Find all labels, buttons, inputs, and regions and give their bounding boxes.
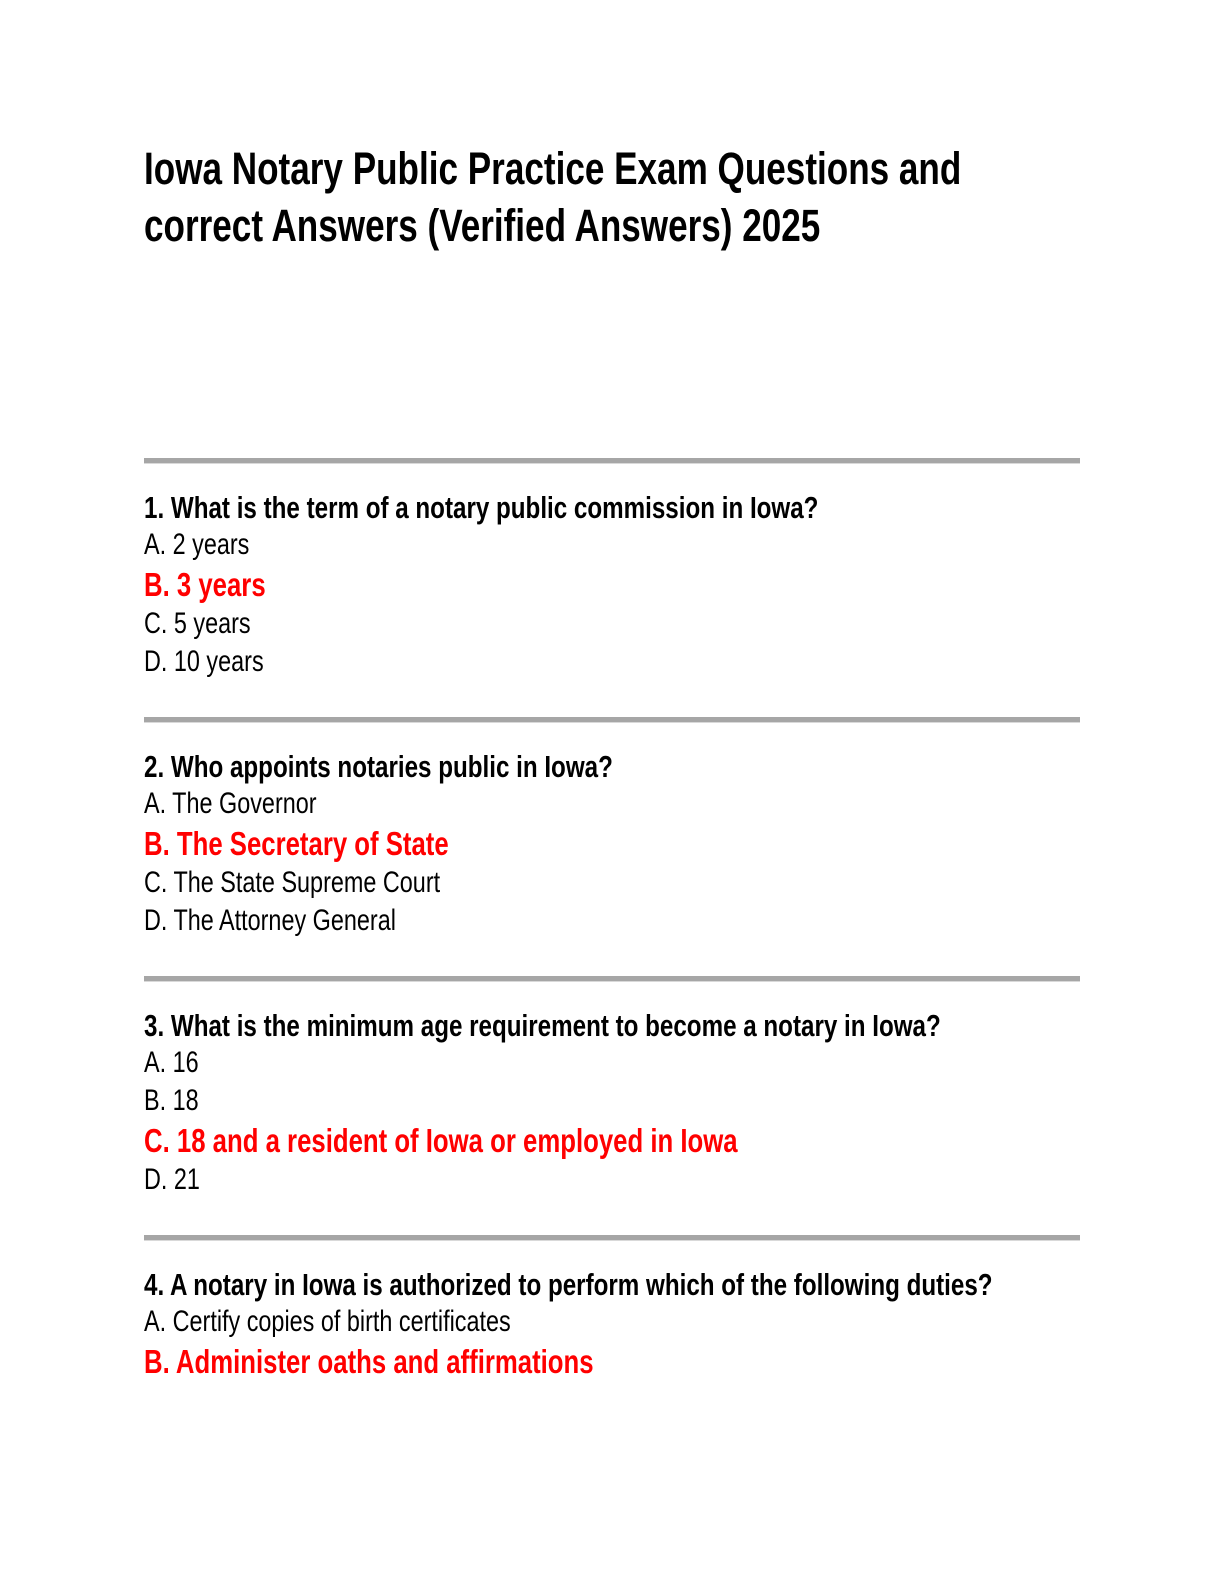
answer-option bbox=[144, 1044, 1080, 1082]
question-section-3 bbox=[144, 982, 1080, 1235]
question-section-2 bbox=[144, 723, 1080, 976]
question-heading-text: 4. A notary in Iowa is authorized to perform which of the following duties? bbox=[144, 1267, 993, 1302]
question-heading bbox=[144, 749, 1080, 785]
page-title-line-2: correct Answers (Verified Answers) 2025 bbox=[144, 200, 821, 251]
answer-option-text: A. 16 bbox=[144, 1046, 199, 1079]
answer-option bbox=[144, 643, 1080, 681]
correct-answer-text: C. 18 and a resident of Iowa or employed in Iowa bbox=[144, 1122, 738, 1159]
question-section-1 bbox=[144, 464, 1080, 717]
answer-option bbox=[144, 526, 1080, 564]
answer-option-text: C. 5 years bbox=[144, 607, 251, 640]
question-heading bbox=[144, 1008, 1080, 1044]
page-title bbox=[144, 0, 1080, 254]
answer-option bbox=[144, 1082, 1080, 1120]
answer-option-text: D. 21 bbox=[144, 1163, 200, 1196]
question-heading bbox=[144, 1267, 1080, 1303]
answer-option bbox=[144, 1303, 1080, 1341]
correct-answer-text: B. The Secretary of State bbox=[144, 825, 449, 862]
question-heading-text: 3. What is the minimum age requirement to become a notary in Iowa? bbox=[144, 1008, 941, 1043]
correct-answer-option bbox=[144, 823, 1080, 864]
answer-option bbox=[144, 605, 1080, 643]
correct-answer-option bbox=[144, 1341, 1080, 1382]
correct-answer-option bbox=[144, 1120, 1080, 1161]
answer-option bbox=[144, 1161, 1080, 1199]
correct-answer-text: B. 3 years bbox=[144, 566, 266, 603]
answer-option bbox=[144, 785, 1080, 823]
question-heading bbox=[144, 490, 1080, 526]
answer-option-text: C. The State Supreme Court bbox=[144, 866, 441, 899]
correct-answer-text: B. Administer oaths and affirmations bbox=[144, 1343, 594, 1380]
answer-option bbox=[144, 864, 1080, 902]
question-section-4 bbox=[144, 1241, 1080, 1418]
answer-option-text: D. 10 years bbox=[144, 645, 264, 678]
answer-option-text: B. 18 bbox=[144, 1084, 199, 1117]
correct-answer-option bbox=[144, 564, 1080, 605]
answer-option-text: A. The Governor bbox=[144, 787, 317, 820]
answer-option-text: A. Certify copies of birth certificates bbox=[144, 1305, 511, 1338]
question-heading-text: 1. What is the term of a notary public commission in Iowa? bbox=[144, 490, 819, 525]
answer-option bbox=[144, 902, 1080, 940]
answer-option-text: A. 2 years bbox=[144, 528, 250, 561]
answer-option-text: D. The Attorney General bbox=[144, 904, 396, 937]
question-heading-text: 2. Who appoints notaries public in Iowa? bbox=[144, 749, 613, 784]
page-title-line-1: Iowa Notary Public Practice Exam Questions and bbox=[144, 143, 962, 194]
